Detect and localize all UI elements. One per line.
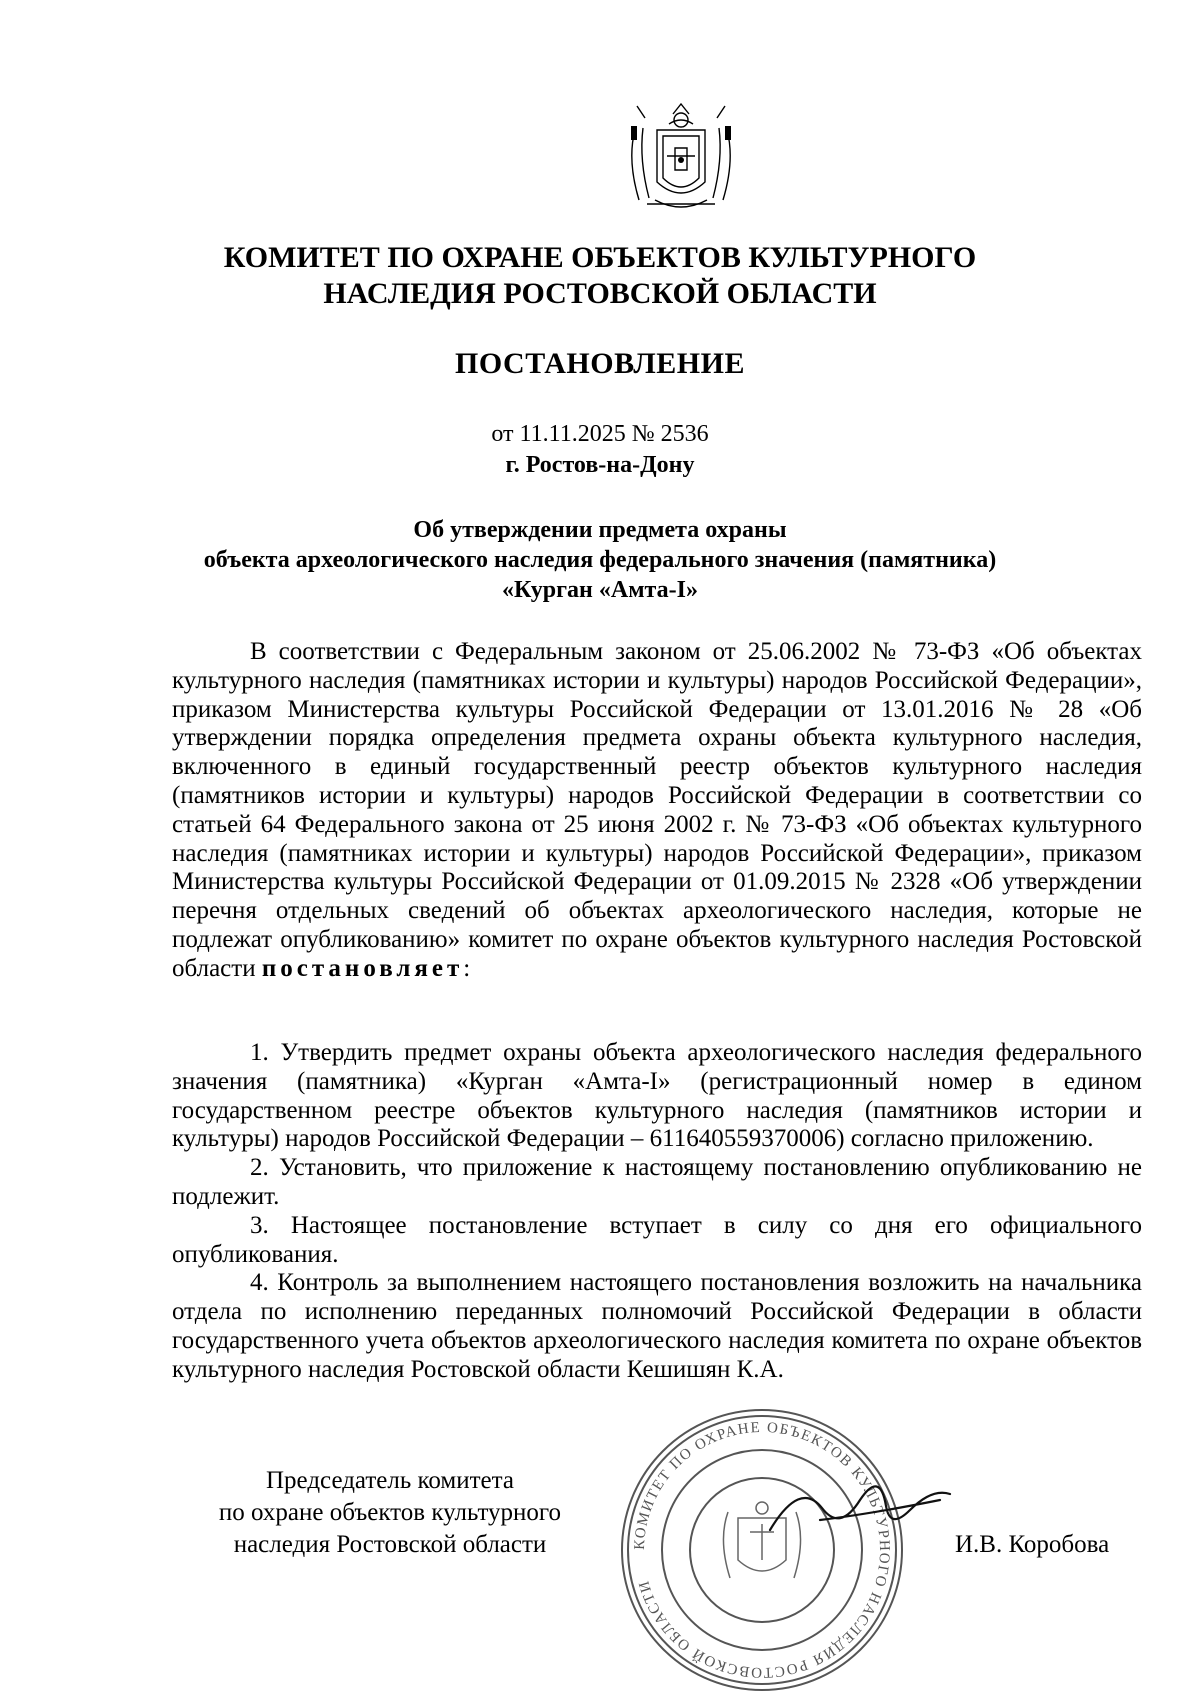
decree-item: 2. Установить, что приложение к настоящему постановлению опубликованию не подлежит. <box>172 1154 1142 1210</box>
decree-colon: : <box>463 954 471 982</box>
subject-line-3: «Курган «Амта-I» <box>502 577 698 603</box>
subject-line-2: объекта археологического наследия федерального значения (памятника) <box>203 547 997 573</box>
coat-of-arms-icon <box>617 100 745 218</box>
signatory-title-line-3: наследия Ростовской области <box>233 1531 547 1558</box>
document-type: ПОСТАНОВЛЕНИЕ <box>455 347 745 380</box>
subject-line-1: Об утверждении предмета охраны <box>413 517 787 543</box>
preamble-text: В соответствии с Федеральным законом от 25.06.2002 № 73-ФЗ «Об объектах культурного наследия (памятниках истории и культуры) народов Российской Федерации», приказом Министерства культуры Российской Федерации от 13.01.2016 № 28 «Об утверждении порядка определения предмета охраны объекта культурного наследия, включенного в единый государственный реестр объектов культурного наследия (памятников истории и культуры) народов Российской Федерации в соответствии со статьей 64 Федерального закона от 25 июня 2002 г. № 73-ФЗ «Об объектах культурного наследия (памятниках истории и культуры) народов Российской Федерации», приказом Министерства культуры Российской Федерации от 01.09.2015 № 2328 «Об утверждении перечня отдельных сведений об объектах археологического наследия, которые не подлежат опубликованию» комитет по охране объектов культурного наследия Ростовской области <box>172 638 1142 982</box>
signatory-name: И.В. Коробова <box>955 1531 1110 1558</box>
decree-word: постановляет <box>261 954 464 982</box>
decree-item: 4. Контроль за выполнением настоящего постановления возложить на начальника отдела по исполнению переданных полномочий Российской Федерации в области государственного учета объектов археологического наследия комитета по охране объектов культурного наследия Ростовской области Кешишян К.А. <box>172 1269 1142 1383</box>
signature-icon <box>760 1460 960 1550</box>
signatory-title-line-2: по охране объектов культурного <box>218 1499 562 1526</box>
document-city: г. Ростов-на-Дону <box>505 452 695 478</box>
decree-item: 3. Настоящее постановление вступает в силу со дня его официального опубликования. <box>172 1211 1142 1268</box>
decree-items <box>172 1039 1142 1385</box>
org-line-2: НАСЛЕДИЯ РОСТОВСКОЙ ОБЛАСТИ <box>323 277 877 310</box>
official-seal-icon <box>610 1400 915 1700</box>
preamble-paragraph <box>172 638 1142 984</box>
document-subject <box>0 515 1200 605</box>
organization-name <box>0 240 1200 312</box>
signatory-title <box>180 1465 600 1561</box>
decree-item: 1. Утвердить предмет охраны объекта археологического наследия федерального значения (памятника) «Курган «Амта-I» (регистрационный номер в едином государственном реестре объектов культурного наследия (памятников истории и культуры) народов Российской Федерации – 611640559370006) согласно приложению. <box>172 1039 1142 1153</box>
document-date-number: от 11.11.2025 № 2536 <box>491 421 709 447</box>
signatory-title-line-1: Председатель комитета <box>266 1467 514 1494</box>
org-line-1: КОМИТЕТ ПО ОХРАНЕ ОБЪЕКТОВ КУЛЬТУРНОГО <box>223 241 977 274</box>
seal-text: КОМИТЕТ ПО ОХРАНЕ ОБЪЕКТОВ КУЛЬТУРНОГО НАСЛЕДИЯ РОСТОВСКОЙ ОБЛАСТИ <box>631 1419 893 1681</box>
